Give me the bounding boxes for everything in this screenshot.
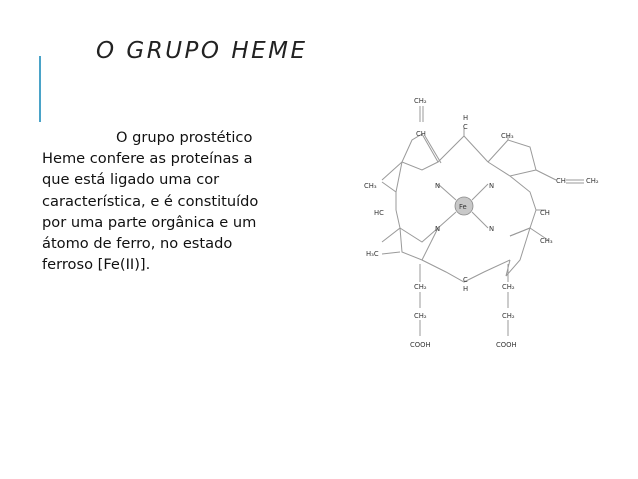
label-ch2-chain-left-2: CH₂ — [414, 312, 427, 320]
label-ch3-right: CH₃ — [540, 237, 553, 245]
body-line: O grupo prostético — [116, 129, 253, 146]
label-ch2-vinyl-right: CH₂ — [586, 177, 599, 185]
label-n-lower-right: N — [489, 225, 495, 233]
label-ch-right: CH — [540, 209, 550, 217]
label-h-bottom: H — [463, 285, 469, 293]
label-c-bottom: C — [463, 276, 468, 284]
body-line: Heme confere as proteínas a — [42, 150, 253, 168]
label-cooh-left: COOH — [410, 341, 431, 349]
body-line: átomo de ferro, no estado — [42, 235, 233, 253]
label-c-top: C — [463, 123, 468, 131]
label-n-upper-left: N — [435, 182, 441, 190]
label-ch-vinyl-right: CH — [556, 177, 566, 185]
heme-bonds — [382, 106, 584, 336]
label-hc-left: HC — [374, 209, 384, 217]
label-h3c-left: H₃C — [366, 250, 379, 258]
label-ch3-left: CH₃ — [364, 182, 377, 190]
slide-title: O GRUPO HEME — [96, 38, 308, 64]
label-ch2-top: CH₂ — [414, 97, 427, 105]
accent-bar — [39, 56, 41, 122]
label-ch-top: CH — [416, 130, 426, 138]
label-fe: Fe — [459, 203, 467, 211]
label-h-top: H — [463, 114, 469, 122]
label-ch2-chain-left-1: CH₂ — [414, 283, 427, 291]
body-line: por uma parte orgânica e um — [42, 213, 257, 231]
body-line: que está ligado uma cor — [42, 171, 220, 189]
label-n-upper-right: N — [489, 182, 495, 190]
body-line: característica, e é constituído — [42, 192, 259, 210]
heme-structure-diagram — [360, 92, 610, 357]
slide-body — [42, 127, 304, 275]
label-ch2-chain-right-1: CH₂ — [502, 283, 515, 291]
label-ch3-upper-right: CH₃ — [501, 132, 514, 140]
body-line: ferroso [Fe(II)]. — [42, 256, 151, 274]
label-n-lower-left: N — [435, 225, 441, 233]
label-ch2-chain-right-2: CH₂ — [502, 312, 515, 320]
label-cooh-right: COOH — [496, 341, 517, 349]
